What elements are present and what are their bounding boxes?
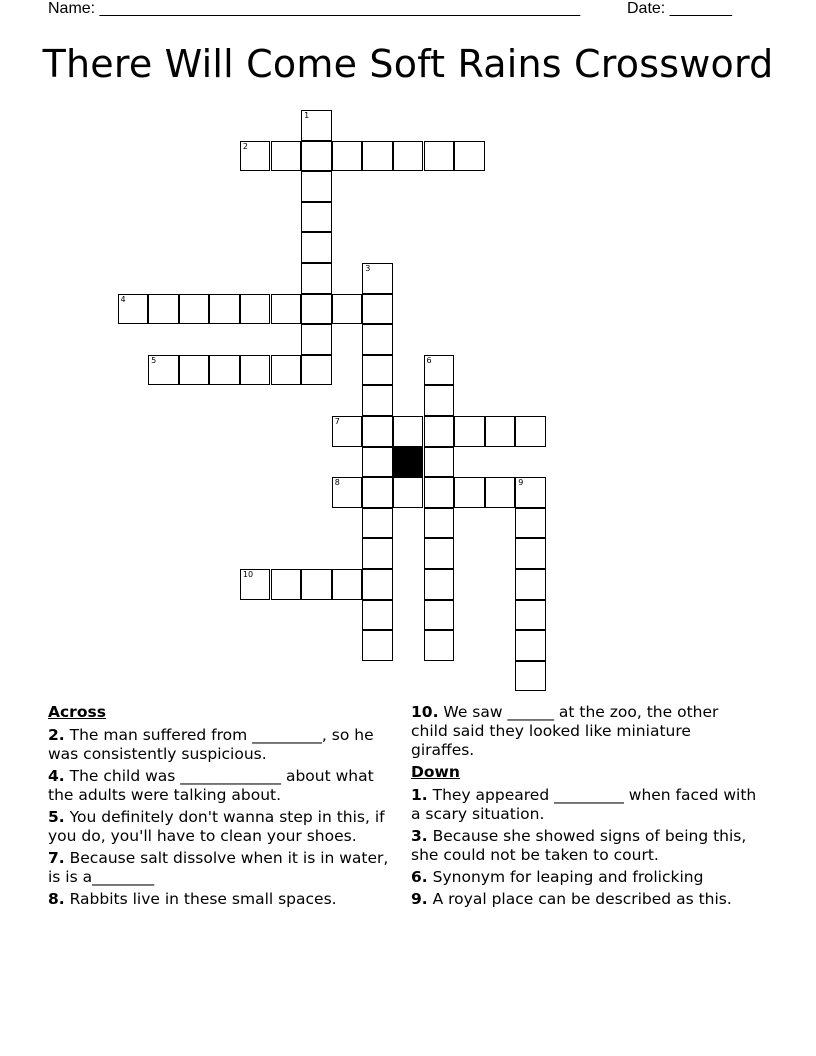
grid-cell[interactable]: [515, 538, 546, 569]
grid-cell[interactable]: [179, 355, 210, 386]
clue-text: The man suffered from _________, so he was consistently suspicious.: [48, 726, 374, 763]
grid-cell[interactable]: [240, 569, 271, 600]
clue-across-2: [48, 726, 404, 764]
clue-down-3: [411, 827, 759, 865]
page-title: There Will Come Soft Rains Crossword: [42, 42, 774, 86]
grid-cell[interactable]: [362, 294, 393, 325]
clue-number-label: 6: [426, 355, 432, 365]
grid-cell[interactable]: [454, 477, 485, 508]
clue-number-label: 1: [304, 111, 310, 120]
grid-cell[interactable]: [209, 294, 240, 325]
grid-cell[interactable]: [209, 355, 240, 386]
clue-across-4: [48, 767, 404, 805]
across-heading: Across: [48, 703, 106, 721]
clue-text: A royal place can be described as this.: [432, 890, 732, 908]
grid-cell[interactable]: [301, 324, 332, 355]
clue-number: 10.: [411, 703, 439, 721]
grid-cell[interactable]: [332, 294, 363, 325]
grid-cell[interactable]: [515, 661, 546, 692]
grid-cell[interactable]: [301, 171, 332, 202]
clue-number-label: 2: [242, 141, 248, 151]
grid-cell[interactable]: [515, 630, 546, 661]
grid-cell[interactable]: [148, 355, 179, 386]
grid-cell[interactable]: [515, 416, 546, 447]
clue-number-label: 3: [365, 264, 371, 273]
grid-cell[interactable]: [515, 477, 546, 508]
grid-cell[interactable]: [271, 141, 302, 172]
grid-cell[interactable]: [301, 110, 332, 141]
grid-cell[interactable]: [301, 202, 332, 233]
clue-number: 5.: [48, 808, 65, 826]
grid-cell[interactable]: [332, 416, 363, 447]
grid-cell[interactable]: [424, 600, 455, 631]
grid-cell[interactable]: [393, 416, 424, 447]
grid-cell-black: [393, 447, 424, 478]
clue-down-9: [411, 890, 759, 909]
grid-cell[interactable]: [485, 477, 516, 508]
grid-cell[interactable]: [362, 324, 393, 355]
grid-cell[interactable]: [424, 569, 455, 600]
clue-across-8: [48, 890, 404, 909]
grid-cell[interactable]: [393, 141, 424, 172]
clue-text: They appeared _________ when faced with a scary situation.: [411, 786, 757, 823]
grid-cell[interactable]: [515, 569, 546, 600]
clue-number-label: 5: [151, 355, 157, 365]
grid-cell[interactable]: [424, 630, 455, 661]
clue-number: 9.: [411, 890, 428, 908]
grid-cell[interactable]: [362, 508, 393, 539]
grid-cell[interactable]: [362, 569, 393, 600]
grid-cell[interactable]: [454, 141, 485, 172]
clue-number: 4.: [48, 767, 65, 785]
grid-cell[interactable]: [454, 416, 485, 447]
grid-cell[interactable]: [179, 294, 210, 325]
clue-number: 1.: [411, 786, 428, 804]
clue-down-6: [411, 868, 759, 887]
date-field-label: Date: _______: [627, 0, 732, 17]
clue-text: Synonym for leaping and frolicking: [432, 868, 704, 886]
grid-cell[interactable]: [332, 569, 363, 600]
grid-cell[interactable]: [362, 263, 393, 294]
down-heading: Down: [411, 763, 460, 781]
clue-number-label: 7: [334, 417, 340, 426]
clue-text: Because she showed signs of being this, she could not be taken to court.: [411, 827, 747, 864]
grid-cell[interactable]: [515, 508, 546, 539]
clue-number: 6.: [411, 868, 428, 886]
clues-column-right: [411, 703, 759, 912]
grid-cell[interactable]: [393, 477, 424, 508]
grid-cell[interactable]: [362, 630, 393, 661]
grid-cell[interactable]: [240, 355, 271, 386]
clue-number-label: 10: [242, 570, 254, 579]
grid-cell[interactable]: [424, 447, 455, 478]
grid-cell[interactable]: [424, 508, 455, 539]
clue-down-1: [411, 786, 759, 824]
grid-cell[interactable]: [240, 141, 271, 172]
grid-cell[interactable]: [362, 600, 393, 631]
clue-text: You definitely don't wanna step in this, if you do, you'll have to clean your shoes.: [48, 808, 385, 845]
clue-text: The child was _____________ about what the adults were talking about.: [48, 767, 374, 804]
clue-number-label: 8: [334, 478, 340, 488]
grid-cell[interactable]: [362, 141, 393, 172]
grid-cell[interactable]: [362, 355, 393, 386]
grid-cell[interactable]: [515, 600, 546, 631]
grid-cell[interactable]: [301, 569, 332, 600]
grid-cell[interactable]: [362, 447, 393, 478]
grid-cell[interactable]: [485, 416, 516, 447]
grid-cell[interactable]: [424, 385, 455, 416]
grid-cell[interactable]: [424, 477, 455, 508]
grid-cell[interactable]: [424, 538, 455, 569]
clue-number: 7.: [48, 849, 65, 867]
grid-cell[interactable]: [271, 355, 302, 386]
grid-cell[interactable]: [240, 294, 271, 325]
grid-cell[interactable]: [301, 141, 332, 172]
clue-across-7: [48, 849, 404, 887]
grid-cell[interactable]: [301, 232, 332, 263]
grid-cell[interactable]: [362, 416, 393, 447]
clue-text: We saw ______ at the zoo, the other child said they looked like miniature giraffes.: [411, 703, 719, 759]
grid-cell[interactable]: [301, 294, 332, 325]
clue-across-5: [48, 808, 404, 846]
grid-cell[interactable]: [271, 294, 302, 325]
grid-cell[interactable]: [148, 294, 179, 325]
grid-cell[interactable]: [301, 355, 332, 386]
grid-cell[interactable]: [271, 569, 302, 600]
grid-cell[interactable]: [301, 263, 332, 294]
grid-cell[interactable]: [332, 477, 363, 508]
clues-column-left: [48, 703, 404, 912]
grid-cell[interactable]: [424, 141, 455, 172]
clue-number-label: 4: [120, 294, 126, 304]
grid-cell[interactable]: [118, 294, 149, 325]
grid-cell[interactable]: [362, 385, 393, 416]
clue-number: 3.: [411, 827, 428, 845]
grid-cell[interactable]: [332, 141, 363, 172]
grid-cell[interactable]: [424, 416, 455, 447]
clue-text: Because salt dissolve when it is in water, is is a________: [48, 849, 389, 886]
name-field-label: Name: ______________________________________________________: [48, 0, 581, 17]
clue-across-10: [411, 703, 759, 760]
clue-text: Rabbits live in these small spaces.: [69, 890, 337, 908]
grid-cell[interactable]: [362, 477, 393, 508]
clue-number-label: 9: [518, 478, 524, 488]
clue-number: 8.: [48, 890, 65, 908]
grid-cell[interactable]: [424, 355, 455, 386]
grid-cell[interactable]: [362, 538, 393, 569]
clue-number: 2.: [48, 726, 65, 744]
